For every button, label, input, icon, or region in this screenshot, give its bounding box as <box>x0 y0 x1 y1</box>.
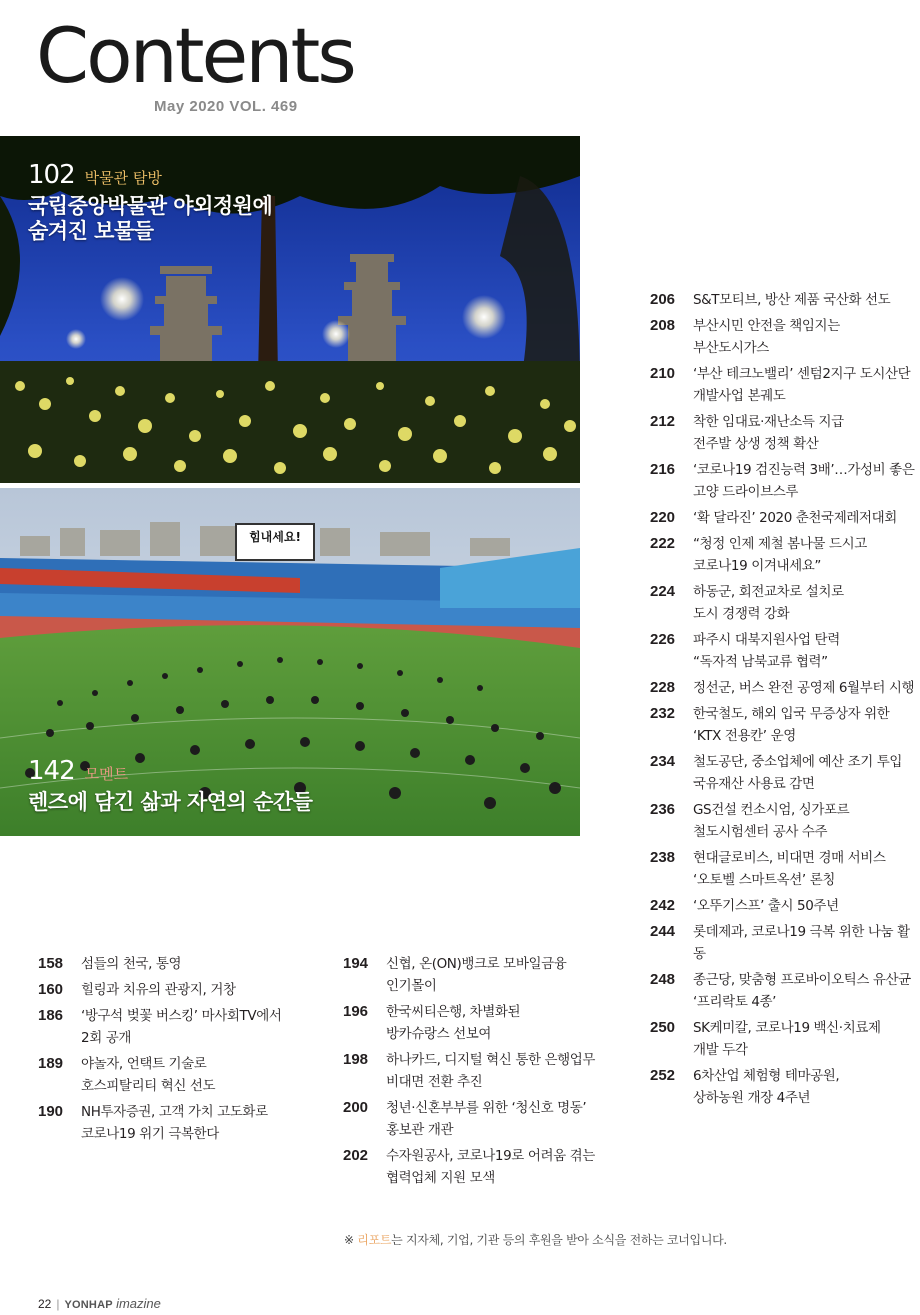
toc-title <box>693 1065 918 1109</box>
toc-entry[interactable] <box>650 289 918 311</box>
toc-entry[interactable] <box>38 1101 298 1145</box>
toc-page-number: 242 <box>650 897 676 914</box>
toc-page-number: 228 <box>650 679 676 696</box>
toc-title-line: 섬들의 천국, 통영 <box>81 956 182 972</box>
toc-list-right <box>650 289 918 1113</box>
toc-title <box>693 507 918 529</box>
toc-title-line: 개발 두각 <box>693 1042 748 1058</box>
toc-title-line: ‘프리락토 4종’ <box>693 994 777 1010</box>
toc-page-number: 224 <box>650 583 676 600</box>
toc-page-number: 226 <box>650 631 676 648</box>
toc-title <box>386 1097 605 1141</box>
toc-title <box>693 1017 918 1061</box>
toc-title-line: 수자원공사, 코로나19로 어려움 겪는 <box>386 1148 595 1164</box>
toc-title-line: “독자적 남북교류 협력” <box>693 654 828 670</box>
toc-title-line: 비대면 전환 추진 <box>386 1074 483 1090</box>
toc-entry[interactable] <box>650 751 918 795</box>
toc-page-number: 198 <box>343 1051 369 1068</box>
toc-title-line: 홍보관 개관 <box>386 1122 454 1138</box>
toc-title-line: ‘방구석 벚꽃 버스킹’ 마사회TV에서 <box>81 1008 282 1024</box>
feature-caption-1 <box>28 160 272 244</box>
toc-title-line: 종근당, 맞춤형 프로바이오틱스 유산균 <box>693 972 911 988</box>
toc-page-number: 252 <box>650 1067 676 1084</box>
toc-title-line: 방카슈랑스 선보여 <box>386 1026 492 1042</box>
toc-title-line: 청년·신혼부부를 위한 ‘청신호 명동’ <box>386 1100 587 1116</box>
toc-page-number: 158 <box>38 955 64 972</box>
toc-title <box>81 1101 298 1145</box>
toc-entry[interactable] <box>650 411 918 455</box>
toc-title-line: SK케미칼, 코로나19 백신·치료제 <box>693 1020 881 1036</box>
feature-photo-museum[interactable] <box>0 136 580 483</box>
toc-page-number: 232 <box>650 705 676 722</box>
toc-page-number: 238 <box>650 849 676 866</box>
toc-entry[interactable] <box>650 1065 918 1109</box>
note-mark: ※ <box>344 1233 354 1247</box>
toc-entry[interactable] <box>650 1017 918 1061</box>
toc-entry[interactable] <box>343 1097 605 1141</box>
toc-title <box>693 703 918 747</box>
toc-title-line: 고양 드라이브스루 <box>693 484 799 500</box>
footer-separator: | <box>56 1297 60 1311</box>
toc-entry[interactable] <box>343 1145 605 1189</box>
toc-list-column-2 <box>343 953 605 1193</box>
toc-title <box>693 363 918 407</box>
toc-title <box>386 1001 605 1045</box>
toc-title-line: 인기몰이 <box>386 978 437 994</box>
toc-entry[interactable] <box>38 1053 298 1097</box>
toc-page-number: 206 <box>650 291 676 308</box>
toc-title <box>386 1049 605 1093</box>
toc-title <box>693 533 918 577</box>
toc-title <box>81 953 298 975</box>
toc-page-number: 202 <box>343 1147 369 1164</box>
toc-entry[interactable] <box>650 921 918 965</box>
feature-caption-2 <box>28 756 312 815</box>
toc-title-line: ‘확 달라진’ 2020 춘천국제레저대회 <box>693 510 897 526</box>
toc-title <box>693 895 918 917</box>
toc-page-number: 186 <box>38 1007 64 1024</box>
stadium-banner-text: 힘내세요! <box>249 530 301 544</box>
toc-title-line: 힐링과 치유의 관광지, 거창 <box>81 982 236 998</box>
toc-page-number: 200 <box>343 1099 369 1116</box>
toc-title-line: 롯데제과, 코로나19 극복 위한 나눔 활동 <box>693 924 910 962</box>
toc-title-line: ‘KTX 전용칸’ 운영 <box>693 728 796 744</box>
toc-title-line: ‘코로나19 검진능력 3배’…가성비 좋은 <box>693 462 915 478</box>
toc-title-line: GS건설 컨소시엄, 싱가포르 <box>693 802 850 818</box>
toc-title <box>693 799 918 843</box>
toc-title-line: 6차산업 체험형 테마공원, <box>693 1068 840 1084</box>
toc-title <box>693 315 918 359</box>
toc-title-line: 정선군, 버스 완전 공영제 6월부터 시행 <box>693 680 915 696</box>
toc-title-line: 현대글로비스, 비대면 경매 서비스 <box>693 850 886 866</box>
toc-title-line: 파주시 대북지원사업 탄력 <box>693 632 840 648</box>
toc-title <box>693 847 918 891</box>
feature-headline <box>28 790 312 815</box>
toc-page-number: 244 <box>650 923 676 940</box>
toc-entry[interactable] <box>650 969 918 1013</box>
toc-page-number: 210 <box>650 365 676 382</box>
issue-label: May 2020 VOL. 469 <box>154 98 298 115</box>
note-highlight: 리포트 <box>357 1233 392 1247</box>
toc-page-number: 234 <box>650 753 676 770</box>
toc-title <box>81 979 298 1001</box>
footer-magazine: imazine <box>116 1296 161 1311</box>
toc-entry[interactable] <box>650 533 918 577</box>
toc-title <box>693 629 918 673</box>
toc-title-line: 코로나19 이겨내세요” <box>693 558 821 574</box>
toc-title-line: ‘부산 테크노밸리’ 센텀2지구 도시산단 <box>693 366 911 382</box>
toc-title-line: NH투자증권, 고객 가치 고도화로 <box>81 1104 268 1120</box>
feature-headline-line: 국립중앙박물관 야외정원에 <box>28 194 273 218</box>
toc-title <box>693 969 918 1013</box>
toc-page-number: 194 <box>343 955 369 972</box>
toc-title-line: 부산도시가스 <box>693 340 769 356</box>
toc-entry[interactable] <box>650 315 918 359</box>
toc-page-number: 196 <box>343 1003 369 1020</box>
toc-title-line: 한국철도, 해외 입국 무증상자 위한 <box>693 706 890 722</box>
toc-page-number: 236 <box>650 801 676 818</box>
feature-category: 박물관 탐방 <box>84 169 162 187</box>
toc-entry[interactable] <box>343 953 605 997</box>
note-text: 는 지자체, 기업, 기관 등의 후원을 받아 소식을 전하는 코너입니다. <box>391 1233 727 1247</box>
footer-brand: YONHAP <box>64 1299 113 1311</box>
toc-title <box>693 581 918 625</box>
toc-page-number: 248 <box>650 971 676 988</box>
toc-entry[interactable] <box>650 703 918 747</box>
toc-title <box>693 411 918 455</box>
page-footer <box>38 1296 161 1311</box>
toc-title-line: 철도공단, 중소업체에 예산 조기 투입 <box>693 754 903 770</box>
toc-title-line: 착한 임대료·재난소득 지급 <box>693 414 844 430</box>
toc-title-line: 개발사업 본궤도 <box>693 388 786 404</box>
toc-title-line: 전주발 상생 정책 확산 <box>693 436 819 452</box>
toc-title-line: 부산시민 안전을 책임지는 <box>693 318 840 334</box>
toc-title-line: 코로나19 위기 극복한다 <box>81 1126 219 1142</box>
feature-headline-line: 렌즈에 담긴 삶과 자연의 순간들 <box>28 790 313 814</box>
toc-title <box>81 1005 298 1049</box>
toc-title-line: 호스피탈리티 혁신 선도 <box>81 1078 216 1094</box>
toc-entry[interactable] <box>650 677 918 699</box>
footer-page-number: 22 <box>38 1297 52 1311</box>
toc-page-number: 212 <box>650 413 676 430</box>
toc-title <box>693 921 918 965</box>
toc-entry[interactable] <box>650 895 918 917</box>
toc-entry[interactable] <box>650 459 918 503</box>
toc-title-line: 야놀자, 언택트 기술로 <box>81 1056 207 1072</box>
toc-entry[interactable] <box>650 799 918 843</box>
toc-title-line: 도시 경쟁력 강화 <box>693 606 790 622</box>
toc-title-line: 하동군, 회전교차로 설치로 <box>693 584 844 600</box>
toc-entry[interactable] <box>38 979 298 1001</box>
feature-page-number: 142 <box>28 756 75 786</box>
toc-entry[interactable] <box>38 1005 298 1049</box>
toc-entry[interactable] <box>650 847 918 891</box>
toc-entry[interactable] <box>650 363 918 407</box>
toc-title <box>693 751 918 795</box>
toc-title <box>693 677 918 699</box>
feature-category: 모멘트 <box>84 765 129 783</box>
toc-entry[interactable] <box>343 1049 605 1093</box>
toc-list-column-1 <box>38 953 298 1149</box>
feature-page-number: 102 <box>28 160 75 190</box>
toc-page-number: 160 <box>38 981 64 998</box>
toc-entry[interactable] <box>650 629 918 673</box>
feature-headline <box>28 194 272 244</box>
toc-title-line: 신협, 온(ON)뱅크로 모바일금융 <box>386 956 567 972</box>
toc-title <box>386 953 605 997</box>
report-note <box>344 1231 727 1248</box>
toc-page-number: 220 <box>650 509 676 526</box>
toc-title <box>693 289 918 311</box>
toc-title-line: 상하농원 개장 4주년 <box>693 1090 811 1106</box>
toc-title-line: 하나카드, 디지털 혁신 통한 은행업무 <box>386 1052 596 1068</box>
feature-headline-line: 숨겨진 보물들 <box>28 219 154 243</box>
toc-title-line: S&T모티브, 방산 제품 국산화 선도 <box>693 292 891 308</box>
toc-page-number: 250 <box>650 1019 676 1036</box>
toc-title <box>693 459 918 503</box>
page-title: Contents <box>36 11 354 100</box>
toc-title-line: ‘오토벨 스마트옥션’ 론칭 <box>693 872 835 888</box>
toc-title <box>386 1145 605 1189</box>
toc-title-line: ‘오뚜기스프’ 출시 50주년 <box>693 898 839 914</box>
feature-photo-moment[interactable] <box>0 488 580 836</box>
toc-title-line: “청정 인제 제철 봄나물 드시고 <box>693 536 867 552</box>
toc-title-line: 국유재산 사용료 감면 <box>693 776 815 792</box>
toc-title-line: 철도시험센터 공사 수주 <box>693 824 828 840</box>
toc-entry[interactable] <box>343 1001 605 1045</box>
toc-entry[interactable] <box>650 581 918 625</box>
toc-entry[interactable] <box>650 507 918 529</box>
toc-title <box>81 1053 298 1097</box>
toc-title-line: 2회 공개 <box>81 1030 132 1046</box>
toc-page-number: 189 <box>38 1055 64 1072</box>
toc-page-number: 208 <box>650 317 676 334</box>
toc-page-number: 190 <box>38 1103 64 1120</box>
toc-page-number: 216 <box>650 461 676 478</box>
toc-entry[interactable] <box>38 953 298 975</box>
toc-title-line: 한국씨티은행, 차별화된 <box>386 1004 521 1020</box>
toc-title-line: 협력업체 지원 모색 <box>386 1170 495 1186</box>
toc-page-number: 222 <box>650 535 676 552</box>
